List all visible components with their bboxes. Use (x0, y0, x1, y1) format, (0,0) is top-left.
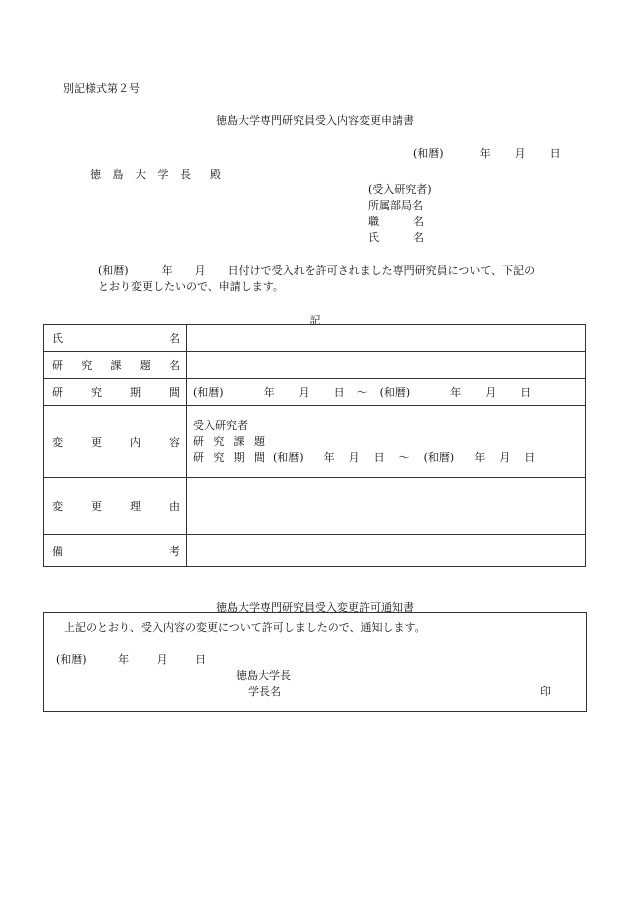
document-title: 徳島大学専門研究員受入内容変更申請書 (216, 114, 414, 127)
tilde: 〜 (356, 386, 368, 399)
label-char: 研 (52, 386, 63, 399)
name-value-field[interactable] (187, 325, 586, 352)
notice-text: 上記のとおり、受入内容の変更について許可しましたので、通知します。 (64, 621, 426, 634)
row-label-period (44, 379, 187, 406)
label-char: 更 (91, 435, 102, 449)
label-char: 更 (91, 500, 102, 513)
change-line-period (193, 450, 585, 466)
tilde: 〜 (398, 450, 410, 464)
label-char: 究 (213, 450, 225, 464)
position-label (368, 214, 424, 230)
label-char: 考 (169, 544, 180, 558)
month: 月 (348, 450, 360, 464)
month: 月 (485, 386, 497, 399)
name-char: 名 (413, 231, 424, 244)
request-text: (和暦) 年 月 日付けで受入れを許可されました専門研究員について、下記のとおり変更したいので、申請します。 (98, 264, 536, 293)
table-row (44, 535, 586, 567)
label-char: 研 (193, 450, 204, 464)
day: 日 (373, 450, 385, 464)
label-char: 究 (81, 359, 93, 372)
label-char: 究 (91, 386, 102, 399)
label-char: 内 (130, 435, 141, 449)
label-char: 理 (130, 500, 141, 513)
name-label (368, 230, 424, 246)
day: 日 (520, 386, 532, 399)
remarks-value-field[interactable] (187, 535, 586, 567)
change-line-researcher: 受入研究者 (193, 418, 248, 432)
header-date (413, 145, 573, 161)
position-char: 名 (413, 215, 424, 228)
table-row (44, 406, 586, 478)
year: 年 (323, 450, 335, 464)
label-char: 氏 (52, 332, 63, 345)
table-row (44, 478, 586, 535)
day: 日 (524, 450, 536, 464)
label-char: 容 (169, 435, 180, 449)
change-line-topic (193, 434, 585, 450)
label-char: 変 (52, 435, 63, 449)
table-row (44, 379, 586, 406)
row-label-name (44, 325, 187, 352)
label-char: 備 (52, 544, 63, 558)
label-char: 研 (193, 434, 204, 448)
year: 年 (479, 147, 491, 160)
label-char: 題 (253, 434, 265, 448)
day: 日 (333, 386, 345, 399)
label-char: 間 (253, 450, 265, 464)
label-char: 名 (169, 359, 180, 372)
year: 年 (118, 653, 130, 666)
affiliation-label: 所属部局名 (368, 199, 423, 212)
row-label-change (44, 406, 187, 478)
label-char: 期 (130, 386, 141, 399)
label-char: 究 (213, 434, 225, 448)
year: 年 (474, 450, 486, 464)
label-char: 研 (52, 359, 63, 372)
notice-president: 学長名 (248, 685, 281, 698)
era: (和暦) (193, 386, 224, 399)
label-char: 題 (139, 359, 151, 372)
month: 月 (156, 653, 168, 666)
ki-label: 記 (309, 314, 321, 327)
row-label-topic (44, 352, 187, 379)
row-label-remarks (44, 535, 187, 567)
month: 月 (499, 450, 511, 464)
era: (和暦) (56, 653, 87, 666)
form-number: 別記様式第２号 (63, 82, 140, 95)
day: 日 (195, 653, 207, 666)
notice-title: 徳島大学専門研究員受入変更許可通知書 (216, 601, 414, 614)
era: (和暦) (413, 147, 444, 160)
applicant-block (368, 182, 432, 246)
day: 日 (549, 147, 561, 160)
application-table (43, 324, 586, 567)
notice-university: 徳島大学長 (236, 669, 291, 682)
era: (和暦) (379, 386, 411, 399)
topic-value-field[interactable] (187, 352, 586, 379)
label-char: 期 (233, 450, 245, 464)
seal-mark: 印 (540, 685, 551, 698)
label-char: 課 (110, 359, 122, 372)
notice-box (43, 612, 587, 712)
name-char: 氏 (368, 231, 379, 244)
label-char: 変 (52, 500, 63, 513)
row-label-reason (44, 478, 187, 535)
position-char: 職 (368, 215, 379, 228)
reason-value-field[interactable] (187, 478, 586, 535)
addressee: 徳 島 大 学 長 殿 (90, 168, 225, 181)
month: 月 (514, 147, 526, 160)
notice-date (56, 651, 206, 667)
label-char: 名 (169, 332, 180, 345)
era: (和暦) (423, 450, 455, 464)
applicant-heading: (受入研究者) (368, 183, 432, 196)
year: 年 (263, 386, 275, 399)
era: (和暦) (273, 450, 304, 464)
change-value-field[interactable] (187, 406, 586, 478)
year: 年 (450, 386, 462, 399)
label-char: 由 (169, 500, 180, 513)
label-char: 間 (169, 386, 180, 399)
period-value-field[interactable] (187, 379, 586, 406)
table-row (44, 325, 586, 352)
month: 月 (298, 386, 310, 399)
label-char: 課 (233, 434, 245, 448)
table-row (44, 352, 586, 379)
